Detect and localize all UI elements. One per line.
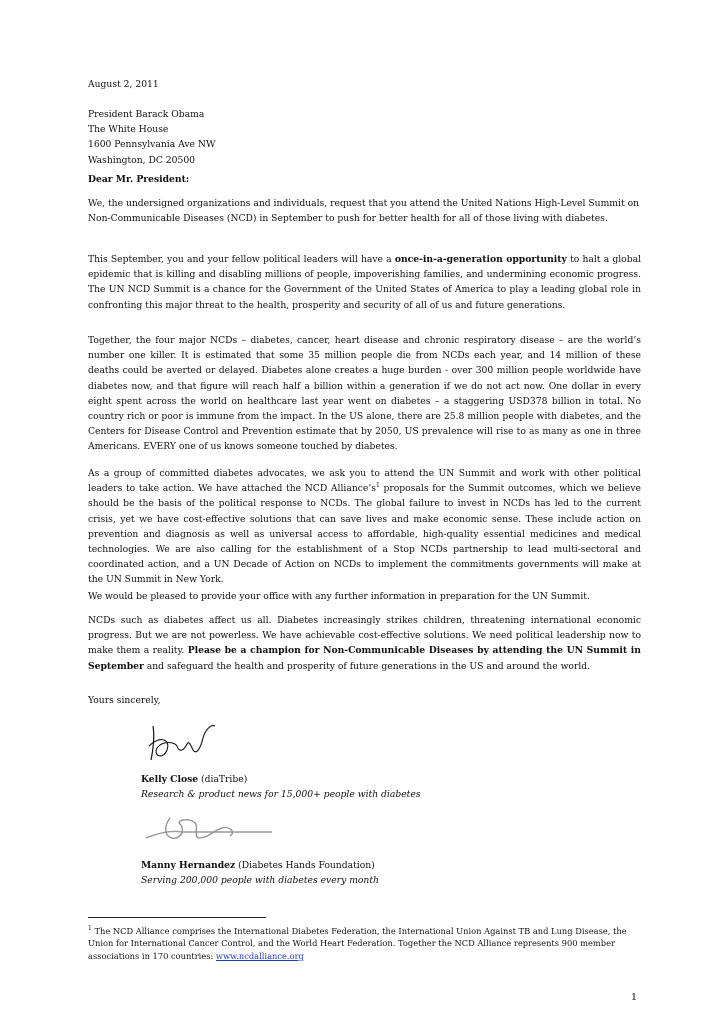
address-line: 1600 Pennsylvania Ave NW bbox=[88, 139, 216, 151]
signer-1-title: Kelly Close (diaTribe) bbox=[141, 774, 248, 785]
paragraph-2: This September, you and your fellow political leaders will have a once-in-a-generation opportunity to halt a global epidemic that is killing and disabling millions of people, impoverishing families, and undermining economic progress. The UN NCD Summit is a chance for the Government of the United States of America to play a leading global role in confronting this major threat to the health, prosperity and security of all of us and future generations. bbox=[88, 254, 642, 311]
paragraph-6: NCDs such as diabetes affect us all. Diabetes increasingly strikes children, threatening international economic progress. But we are not powerless. We have achievable cost-effective solutions. We need political leadership now to make them a reality. Please be a champion for Non-Communicable Diseases by attending the UN Summit in September and safeguard the health and prosperity of future generations in the US and around the world. bbox=[88, 615, 641, 672]
signer-2-title: Manny Hernandez (Diabetes Hands Foundation) bbox=[141, 860, 375, 871]
address-line: The White House bbox=[88, 124, 169, 136]
signer-2 bbox=[141, 858, 561, 888]
signer-1 bbox=[141, 772, 561, 802]
salutation: Dear Mr. President: bbox=[88, 174, 190, 185]
address-line: Washington, DC 20500 bbox=[88, 154, 196, 166]
closing: Yours sincerely, bbox=[88, 695, 161, 706]
signer-1-tagline: Research & product news for 15,000+ people with diabetes bbox=[141, 789, 421, 801]
paragraph-1: We, the undersigned organizations and individuals, request that you attend the United Nations High-Level Summit on Non-Communicable Diseases (NCD) in September to push for better health for all of those living with diabetes. bbox=[88, 198, 640, 225]
signature-kelly-close bbox=[141, 716, 221, 768]
address-line: President Barack Obama bbox=[88, 109, 205, 120]
recipient-address bbox=[88, 107, 641, 168]
ncd-alliance-link[interactable]: www.ncdalliance.org bbox=[215, 950, 304, 961]
signature-manny-hernandez bbox=[142, 812, 274, 846]
paragraph-5: We would be pleased to provide your office with any further information in preparation for the UN Summit. bbox=[88, 591, 590, 602]
signer-2-tagline: Serving 200,000 people with diabetes every month bbox=[141, 875, 379, 887]
paragraph-3: Together, the four major NCDs – diabetes, cancer, heart disease and chronic respiratory disease – are the world’s number one killer. It is estimated that some 35 million people die from NCDs each year, and 14 million of these deaths could be averted or delayed. Diabetes alone creates a huge burden - over 300 million people worldwide have diabetes now, and that figure will reach half a billion within a generation if we do not act now. One dollar in every eight spent across the world on healthcare last year went on diabetes – a staggering USD378 billion in total. No country rich or poor is immune from the impact. In the US alone, there are 25.8 million people with diabetes, and the Centers for Disease Control and Prevention estimate that by 2050, US prevalence will rise to as many as one in three Americans. EVERY one of us knows someone touched by diabetes. bbox=[88, 335, 641, 453]
paragraph-4: As a group of committed diabetes advocates, we ask you to attend the UN Summit and work with other political leaders to take action. We have attached the NCD $Alliance’s^1$ proposals for the Summit outcomes, which we believe should be the basis of the political response to NCDs. The global failure to invest in NCDs has led to the current crisis, yet we have cost-effective solutions that can save lives and make economic sense. These include action on prevention and diagnosis as well as universal access to affordable, high-quality essential medicines and medical technologies. We are also calling for the establishment of a Stop NCDs partnership to lead multi-sectoral and coordinated action, and a UN Decade of Action on NCDs to implement the commitments governments will make at the UN Summit in New York. bbox=[88, 468, 641, 586]
page-number: 1 bbox=[631, 992, 638, 1003]
footnote: $^1$ The NCD Alliance comprises the International Diabetes Federation, the International Union Against TB and Lung Disease, the Union for International Cancer Control, and the World Heart Federation. Together the NCD Alliance represents 900 member associations in 170 countries: www.ncdalliance.org bbox=[88, 925, 627, 961]
footnote-separator bbox=[88, 917, 266, 918]
letter-date: August 2, 2011 bbox=[88, 79, 159, 90]
